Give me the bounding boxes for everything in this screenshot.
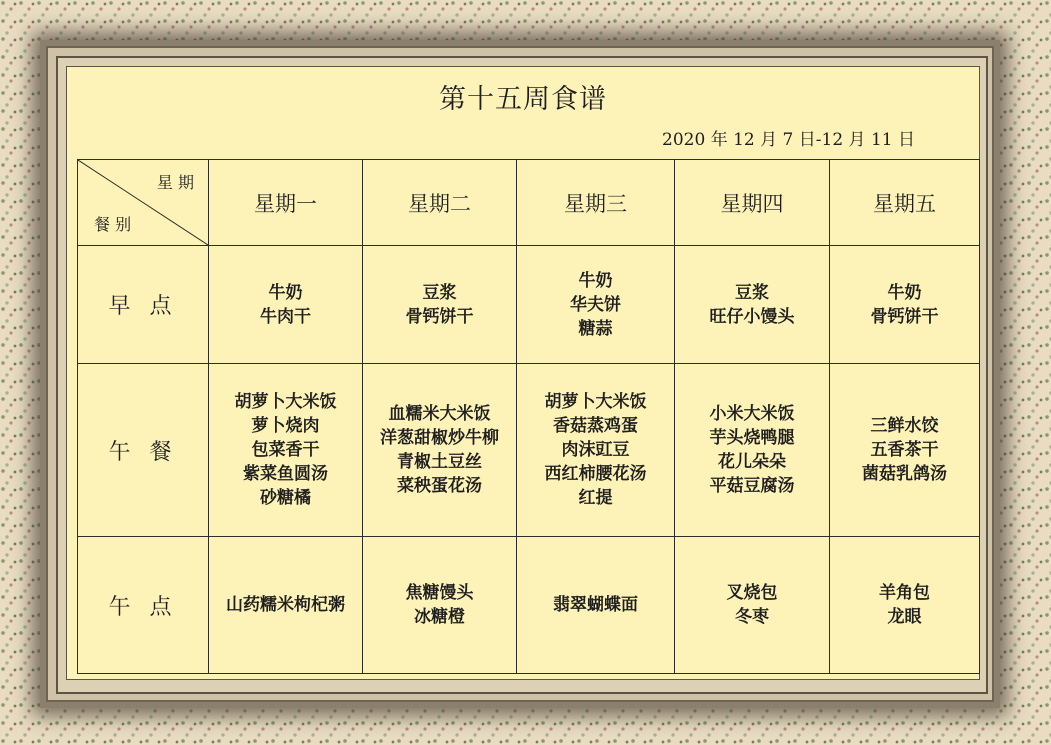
dish-cell bbox=[209, 364, 363, 537]
dish-item: 西红柿腰花汤 bbox=[544, 464, 647, 484]
day-header: 星期五 bbox=[830, 160, 980, 246]
dish-cell bbox=[363, 537, 517, 674]
dish-item: 平菇豆腐汤 bbox=[709, 476, 795, 496]
dish-item: 三鲜水饺 bbox=[870, 416, 939, 436]
dish-item: 山药糯米枸杞粥 bbox=[226, 595, 345, 615]
header-row bbox=[78, 160, 980, 246]
dish-item: 肉沫豇豆 bbox=[561, 440, 630, 460]
dish-cell bbox=[675, 537, 830, 674]
menu-paper bbox=[66, 66, 980, 680]
dish-cell bbox=[363, 364, 517, 537]
dish-item: 芋头烧鸭腿 bbox=[709, 428, 795, 448]
dish-item: 牛奶 bbox=[578, 270, 613, 291]
day-header: 星期二 bbox=[363, 160, 517, 246]
day-header: 星期一 bbox=[209, 160, 363, 246]
dish-item: 香菇蒸鸡蛋 bbox=[553, 416, 638, 436]
dish-item: 牛奶 bbox=[887, 282, 922, 303]
corner-cell bbox=[78, 160, 209, 246]
dish-item: 萝卜烧肉 bbox=[251, 416, 320, 436]
dish-cell bbox=[675, 364, 830, 537]
dish-cell bbox=[209, 537, 363, 674]
dish-item: 洋葱甜椒炒牛柳 bbox=[380, 428, 499, 448]
dish-cell bbox=[830, 537, 980, 674]
dish-item: 糖蒜 bbox=[578, 318, 613, 339]
dish-item: 羊角包 bbox=[879, 583, 930, 603]
dish-item: 焦糖馒头 bbox=[405, 583, 474, 603]
dish-cell bbox=[209, 246, 363, 364]
dish-item: 冬枣 bbox=[735, 607, 769, 627]
dish-item: 包菜香干 bbox=[251, 440, 320, 460]
dish-item: 豆浆 bbox=[422, 282, 457, 303]
dish-item: 豆浆 bbox=[735, 282, 769, 303]
dish-item: 紫菜鱼圆汤 bbox=[243, 464, 328, 484]
page-title: 第十五周食谱 bbox=[439, 84, 607, 115]
meal-row-snack bbox=[78, 537, 980, 674]
dish-item: 骨钙饼干 bbox=[405, 306, 474, 327]
meal-row-lunch bbox=[78, 364, 980, 537]
dish-item: 骨钙饼干 bbox=[870, 306, 939, 327]
dish-item: 五香茶干 bbox=[870, 440, 939, 460]
menu-table bbox=[77, 159, 980, 674]
day-header: 星期三 bbox=[517, 160, 675, 246]
corner-week-label: 星 期 bbox=[156, 173, 194, 192]
dish-item: 旺仔小馒头 bbox=[709, 306, 795, 327]
dish-item: 砂糖橘 bbox=[260, 488, 311, 508]
dish-item: 牛奶 bbox=[268, 282, 303, 303]
meal-row-breakfast bbox=[78, 246, 980, 364]
dish-item: 红提 bbox=[578, 488, 613, 508]
dish-cell bbox=[830, 246, 980, 364]
dish-cell bbox=[517, 246, 675, 364]
meal-label: 午 点 bbox=[78, 537, 209, 674]
corner-meal-label: 餐 别 bbox=[94, 215, 132, 234]
dish-item: 龙眼 bbox=[887, 607, 922, 627]
dish-item: 青椒土豆丝 bbox=[397, 452, 482, 472]
dish-item: 叉烧包 bbox=[726, 583, 778, 603]
dish-item: 花儿朵朵 bbox=[718, 452, 786, 472]
date-range: 2020 年 12 月 7 日-12 月 11 日 bbox=[662, 130, 915, 150]
dish-item: 翡翠蝴蝶面 bbox=[553, 595, 638, 615]
dish-item: 菜秧蛋花汤 bbox=[397, 476, 482, 496]
dish-item: 小米大米饭 bbox=[709, 404, 795, 424]
dish-cell bbox=[517, 537, 675, 674]
dish-item: 冰糖橙 bbox=[414, 607, 465, 627]
dish-item: 菌菇乳鸽汤 bbox=[862, 464, 947, 484]
dish-item: 华夫饼 bbox=[570, 294, 621, 315]
meal-label: 午 餐 bbox=[78, 364, 209, 537]
day-header: 星期四 bbox=[675, 160, 830, 246]
dish-item: 胡萝卜大米饭 bbox=[544, 392, 647, 412]
dish-cell bbox=[830, 364, 980, 537]
dish-cell bbox=[517, 364, 675, 537]
dish-item: 牛肉干 bbox=[260, 306, 311, 327]
dish-cell bbox=[363, 246, 517, 364]
dish-item: 胡萝卜大米饭 bbox=[234, 392, 337, 412]
dish-item: 血糯米大米饭 bbox=[388, 404, 491, 424]
meal-label: 早 点 bbox=[78, 246, 209, 364]
dish-cell bbox=[675, 246, 830, 364]
